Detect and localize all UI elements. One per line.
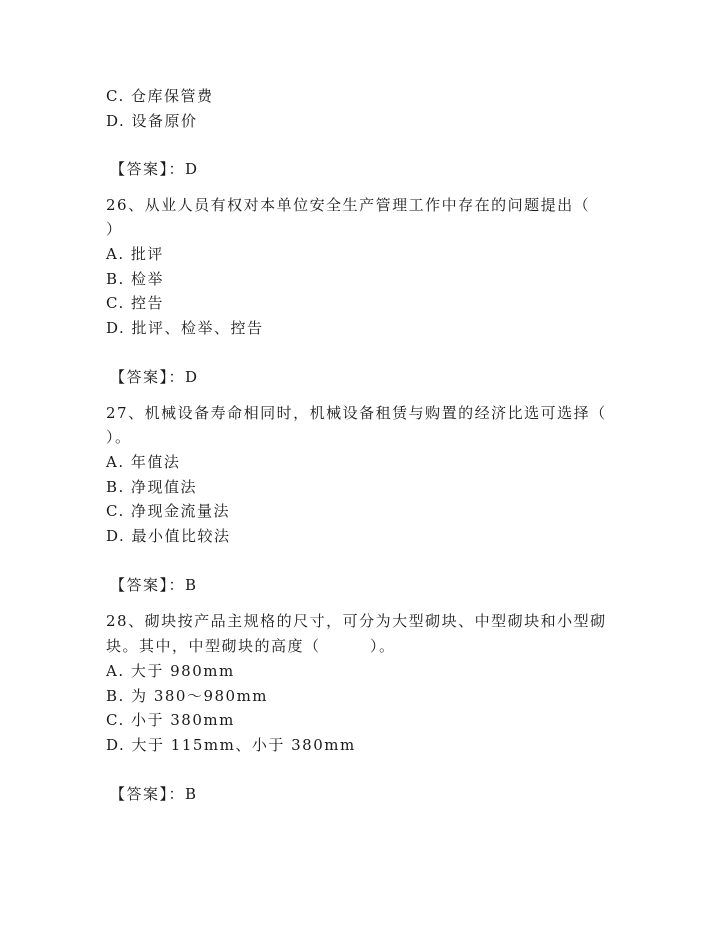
question-26-option-d: D. 批评、检举、控告 bbox=[106, 319, 264, 337]
question-26-option-a: A. 批评 bbox=[106, 245, 164, 263]
question-27-option-d: D. 最小值比较法 bbox=[106, 527, 231, 545]
question-27-stem-line-2: ）。 bbox=[106, 428, 132, 446]
question-28-option-c: C. 小于 380mm bbox=[106, 711, 235, 729]
question-27-stem-line-1: 27、机械设备寿命相同时，机械设备租赁与购置的经济比选可选择（ bbox=[106, 404, 607, 422]
option-d-prev: D. 设备原价 bbox=[106, 112, 198, 130]
question-28-answer: 【答案】：B bbox=[110, 785, 198, 803]
question-27-option-c: C. 净现金流量法 bbox=[106, 502, 230, 520]
question-26-stem-line-1: 26、从业人员有权对本单位安全生产管理工作中存在的问题提出（ bbox=[106, 196, 591, 214]
question-27-option-a: A. 年值法 bbox=[106, 453, 181, 471]
question-26-option-b: B. 检举 bbox=[106, 270, 165, 288]
question-28-option-b: B. 为 380～980mm bbox=[106, 687, 269, 705]
question-28-option-a: A. 大于 980mm bbox=[106, 662, 235, 680]
question-28-stem-line-2: 块。其中，中型砌块的高度（ ）。 bbox=[106, 637, 396, 655]
question-26-stem-line-2: ） bbox=[106, 220, 123, 238]
question-28-option-d: D. 大于 115mm、小于 380mm bbox=[106, 736, 356, 754]
question-27-option-b: B. 净现值法 bbox=[106, 478, 198, 496]
answer-prev: 【答案】：D bbox=[110, 160, 199, 178]
question-27-answer: 【答案】：B bbox=[110, 576, 198, 594]
question-26-option-c: C. 控告 bbox=[106, 294, 164, 312]
question-26-answer: 【答案】：D bbox=[110, 368, 199, 386]
question-28-stem-line-1: 28、砌块按产品主规格的尺寸，可分为大型砌块、中型砌块和小型砌 bbox=[106, 612, 607, 630]
option-c-prev: C. 仓库保管费 bbox=[106, 87, 214, 105]
